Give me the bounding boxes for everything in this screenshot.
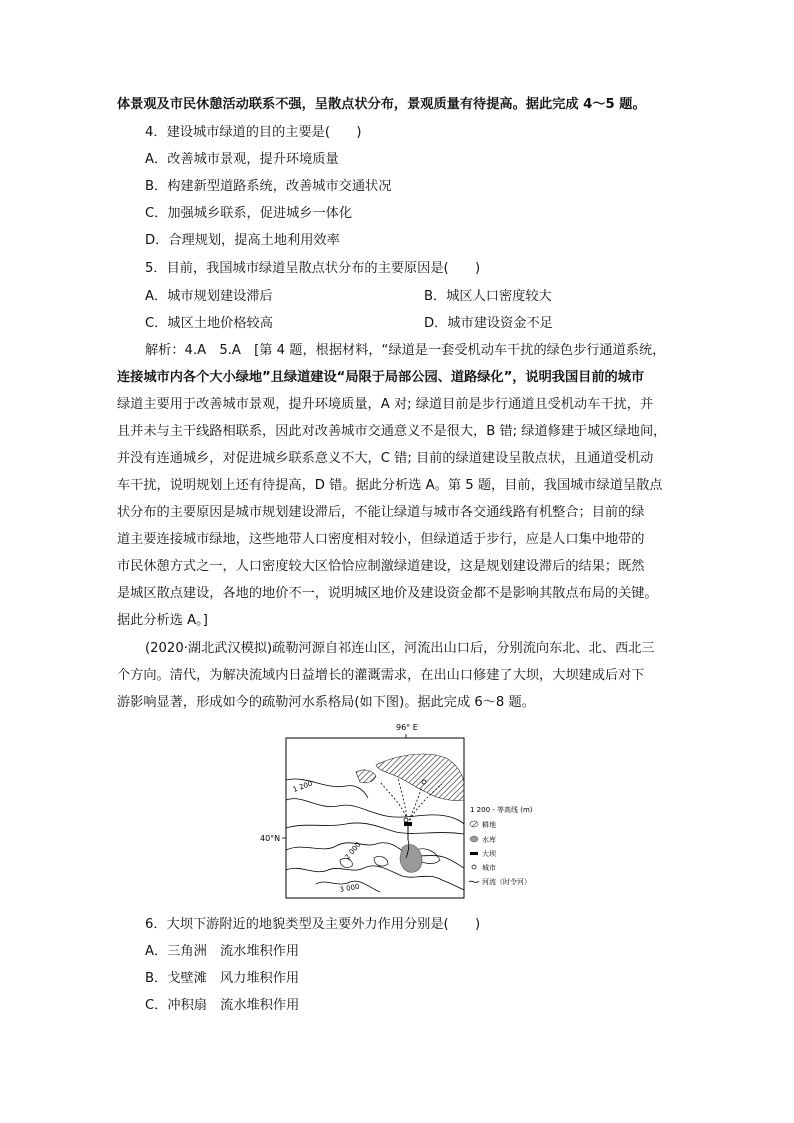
q6-option-b: B．戈壁滩 风力堆积作用 xyxy=(145,971,300,986)
q5-option-d: D．城市建设资金不足 xyxy=(424,316,553,331)
q4-option-a: A．改善城市景观，提升环境质量 xyxy=(145,152,339,167)
q5-option-b: B．城区人口密度较大 xyxy=(424,289,552,304)
legend-farmland: 耕地 xyxy=(482,821,496,829)
shule-river-map xyxy=(256,720,556,900)
analysis-line: 绿道主要用于改善城市景观，提升环境质量，A 对; 绿道目前是步行通道且受机动车干扰，并 xyxy=(117,397,654,412)
legend-dam: 大坝 xyxy=(482,850,496,858)
legend-reservoir: 水库 xyxy=(482,836,496,844)
q5-option-a: A．城市规划建设滞后 xyxy=(145,289,273,304)
analysis-line: 是城区散点建设，各地的地价不一，说明城区地价及建设资金都不是影响其散点布局的关键。 xyxy=(117,586,658,601)
legend-city-icon xyxy=(472,865,476,869)
analysis-line: 解析：4.A 5.A [第 4 题，根据材料，“绿道是一套受机动车干扰的绿色步行通道系统， xyxy=(145,343,666,358)
q5-stem: 5．目前，我国城市绿道呈散点状分布的主要原因是( ) xyxy=(145,261,481,276)
analysis-line: 并没有连通城乡，对促进城乡联系意义不大，C 错; 目前的绿道建设呈散点状，且通道受机动 xyxy=(117,451,654,466)
city-marker xyxy=(422,780,426,784)
longitude-label: 96° E xyxy=(396,723,418,732)
legend-contour: 1 200 - 等高线 (m) xyxy=(470,806,533,814)
contour-label-1200: 1 200 xyxy=(291,779,314,794)
contour-label-2000: 2 000 xyxy=(343,840,363,862)
q6-option-c: C．冲积扇 流水堆积作用 xyxy=(145,998,300,1013)
analysis-line: 市民休憩方式之一，人口密度较大区恰恰应制激绿道建设，这是规划建设滞后的结果；既然 xyxy=(117,559,645,574)
passage-line: (2020·湖北武汉模拟)疏勒河源自祁连山区，河流出山口后，分别流向东北、北、西北三 xyxy=(145,641,655,656)
q4-stem: 4．建设城市绿道的目的主要是( ) xyxy=(145,125,362,140)
q5-option-c: C．城区土地价格较高 xyxy=(145,316,273,331)
q6-option-a: A．三角洲 流水堆积作用 xyxy=(145,944,300,959)
passage-line: 游影响显著，形成如今的疏勒河水系格局(如下图)。据此完成 6～8 题。 xyxy=(117,695,535,710)
city-marker xyxy=(404,818,408,822)
q4-option-c: C．加强城乡联系，促进城乡一体化 xyxy=(145,206,353,221)
contour-label-3000: 3 000 xyxy=(338,882,361,894)
q6-stem: 6．大坝下游附近的地貌类型及主要外力作用分别是( ) xyxy=(145,917,481,932)
legend-river-icon xyxy=(469,881,479,882)
analysis-line: 据此分析选 A。] xyxy=(117,613,208,628)
legend-river: 河流（时令河） xyxy=(482,878,531,886)
analysis-line: 车干扰，说明规划上还有待提高，D 错。据此分析选 A。第 5 题，目前，我国城市绿道呈散点 xyxy=(117,478,663,493)
legend-reservoir-icon xyxy=(470,836,478,842)
map-svg xyxy=(256,720,556,900)
legend-city: 城市 xyxy=(482,864,496,872)
intro-line: 体景观及市民休憩活动联系不强，呈散点状分布，景观质量有待提高。据此完成 4～5 题。 xyxy=(117,97,646,112)
legend-dam-icon xyxy=(470,852,478,855)
dam-marker xyxy=(404,822,412,826)
analysis-line: 道主要连接城市绿地，这些地带人口密度相对较小，但绿道适于步行，应是人口集中地带的 xyxy=(117,532,645,547)
analysis-line: 状分布的主要原因是城市规划建设滞后，不能让绿道与城市各交通线路有机整合；目前的绿 xyxy=(117,505,645,520)
passage-line: 个方向。清代，为解决流域内日益增长的灌溉需求，在出山口修建了大坝，大坝建成后对下 xyxy=(117,668,645,683)
latitude-label: 40°N xyxy=(260,834,281,843)
analysis-line: 且并未与主干线路相联系，因此对改善城市交通意义不是很大，B 错; 绿道修建于城区绿地间， xyxy=(117,424,667,439)
analysis-line: 连接城市内各个大小绿地”且绿道建设“局限于局部公园、道路绿化”，说明我国目前的城市 xyxy=(117,370,645,385)
map-legend xyxy=(469,805,533,886)
q4-option-d: D．合理规划，提高土地利用效率 xyxy=(145,233,340,248)
legend-farmland-icon xyxy=(470,821,478,827)
q4-option-b: B．构建新型道路系统，改善城市交通状况 xyxy=(145,179,392,194)
